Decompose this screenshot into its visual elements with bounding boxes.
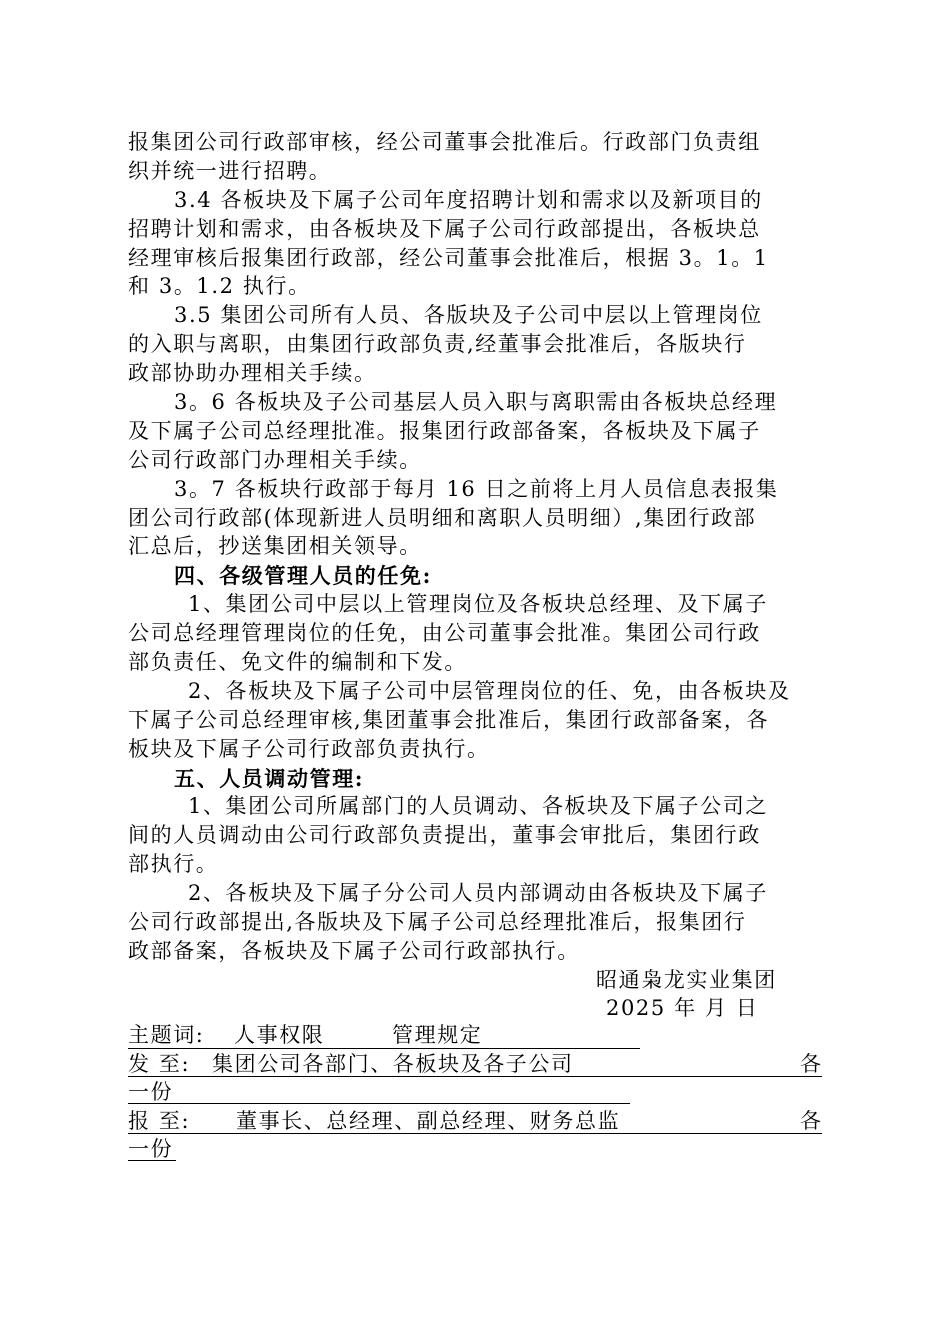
paragraph-line: 2、各板块及下属子公司中层管理岗位的任、免，由各板块及 — [188, 679, 791, 703]
paragraph-line: 3.5 集团公司所有人员、各版块及子公司中层以上管理岗位 — [174, 303, 763, 327]
signature-date: 2025 年 月 日 — [606, 996, 759, 1020]
report-underline — [128, 1133, 822, 1134]
paragraph-line: 1、集团公司所属部门的人员调动、各板块及下属子公司之 — [188, 794, 768, 818]
paragraph-line: 的入职与离职，由集团行政部负责,经董事会批准后，各版块行 — [128, 332, 747, 356]
section-heading: 四、各级管理人员的任免: — [174, 563, 432, 588]
subject-word: 人事权限 — [234, 1023, 325, 1047]
send-copy: 一份 — [128, 1080, 174, 1104]
subject-label: 主题词: — [128, 1023, 205, 1047]
send-copy-underline — [128, 1103, 630, 1104]
paragraph-line: 1、集团公司中层以上管理岗位及各板块总经理、及下属子 — [188, 592, 768, 616]
paragraph-line: 3.4 各板块及下属子公司年度招聘计划和需求以及新项目的 — [174, 188, 763, 212]
paragraph-line: 公司行政部提出,各版块及下属子公司总经理批准后，报集团行 — [128, 910, 747, 934]
send-each: 各 — [800, 1052, 823, 1076]
paragraph-line: 政部协助办理相关手续。 — [128, 361, 377, 385]
paragraph-line: 下属子公司总经理审核,集团董事会批准后，集团行政部备案，各 — [128, 708, 770, 732]
paragraph-line: 经理审核后报集团行政部，经公司董事会批准后，根据 3。1。1 — [128, 246, 769, 270]
paragraph-line: 部负责任、免文件的编制和下发。 — [128, 650, 467, 674]
subject-word: 管理规定 — [392, 1023, 483, 1047]
send-recipients: 集团公司各部门、各板块及各子公司 — [212, 1052, 574, 1076]
subject-underline — [128, 1048, 640, 1049]
paragraph-line: 3。7 各板块行政部于每月 16 日之前将上月人员信息表报集 — [174, 477, 779, 501]
paragraph-line: 3。6 各板块及子公司基层人员入职与离职需由各板块总经理 — [174, 390, 778, 414]
report-copy-underline — [128, 1160, 176, 1161]
paragraph-line: 政部备案，各板块及下属子公司行政部执行。 — [128, 939, 580, 963]
paragraph-line: 招聘计划和需求，由各板块及下属子公司行政部提出，各板块总 — [128, 217, 761, 241]
signature-org: 昭通枭龙实业集团 — [596, 968, 777, 992]
report-recipients: 董事长、总经理、副总经理、财务总监 — [236, 1109, 621, 1133]
report-each: 各 — [800, 1109, 823, 1133]
paragraph-line: 及下属子公司总经理批准。报集团行政部备案，各板块及下属子 — [128, 419, 761, 443]
paragraph-line: 报集团公司行政部审核，经公司董事会批准后。行政部门负责组 — [128, 130, 761, 154]
paragraph-line: 团公司行政部(体现新进人员明细和离职人员明细）,集团行政部 — [128, 506, 757, 530]
paragraph-line: 织并统一进行招聘。 — [128, 159, 332, 183]
report-label: 报 至: — [128, 1109, 191, 1133]
paragraph-line: 公司行政部门办理相关手续。 — [128, 448, 422, 472]
send-label: 发 至: — [128, 1052, 191, 1076]
paragraph-line: 和 3。1.2 执行。 — [128, 274, 311, 298]
paragraph-line: 公司总经理管理岗位的任免，由公司董事会批准。集团公司行政 — [128, 621, 761, 645]
paragraph-line: 部执行。 — [128, 852, 219, 876]
send-underline — [128, 1076, 822, 1077]
paragraph-line: 2、各板块及下属子分公司人员内部调动由各板块及下属子 — [188, 881, 768, 905]
paragraph-line: 汇总后，抄送集团相关领导。 — [128, 534, 422, 558]
paragraph-line: 间的人员调动由公司行政部负责提出，董事会审批后，集团行政 — [128, 823, 761, 847]
report-copy: 一份 — [128, 1137, 174, 1161]
paragraph-line: 板块及下属子公司行政部负责执行。 — [128, 737, 490, 761]
section-heading: 五、人员调动管理: — [174, 766, 365, 791]
